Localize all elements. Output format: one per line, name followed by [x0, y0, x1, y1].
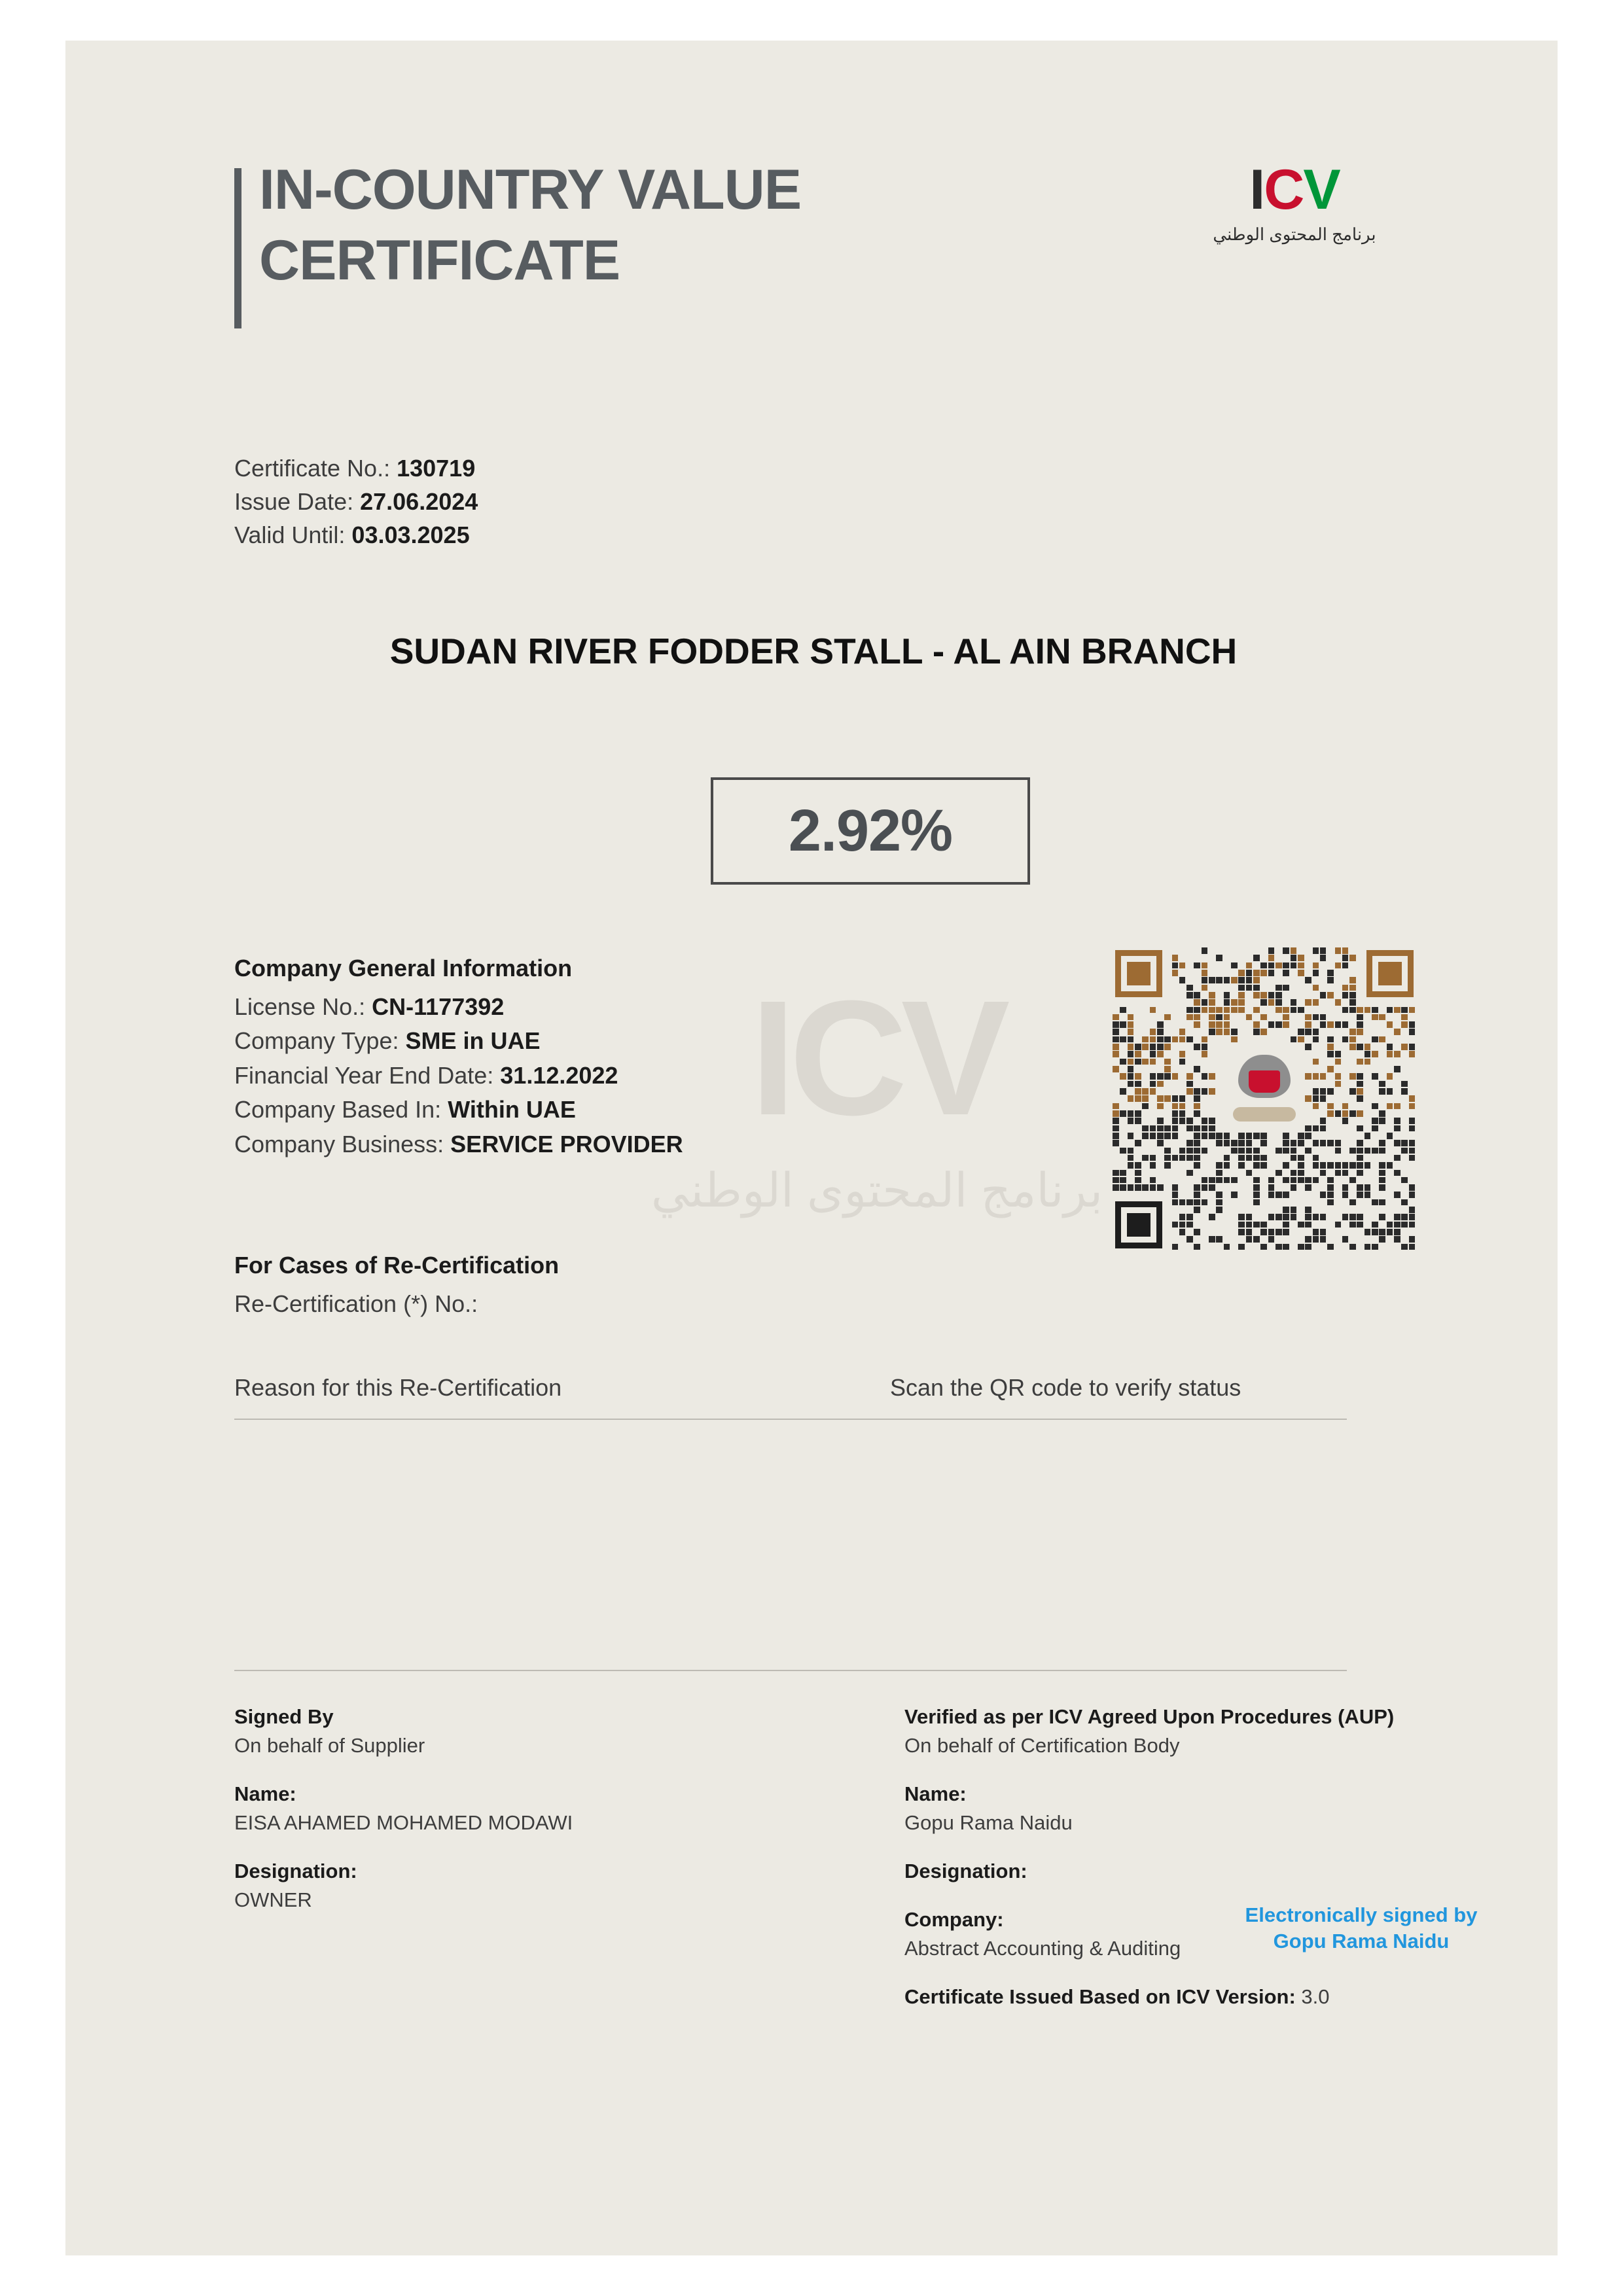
license-no-label: License No.:	[234, 993, 366, 1020]
issue-date-value: 27.06.2024	[360, 488, 478, 516]
recertification-reason-label: Reason for this Re-Certification	[234, 1374, 1347, 1420]
license-no-value: CN-1177392	[372, 993, 505, 1020]
esign-line-2: Gopu Rama Naidu	[1273, 1929, 1450, 1952]
certificate-no-label: Certificate No.:	[234, 455, 391, 482]
icv-score-box	[711, 777, 1030, 885]
valid-until-label: Valid Until:	[234, 521, 346, 549]
signed-by-subheading: On behalf of Supplier	[234, 1734, 425, 1757]
issue-date-row	[234, 485, 478, 518]
general-info-heading: Company General Information	[234, 955, 573, 981]
certificate-no-row	[234, 451, 478, 485]
financial-year-end-label: Financial Year End Date:	[234, 1061, 494, 1089]
financial-year-end-value: 31.12.2022	[500, 1061, 618, 1089]
company-type-label: Company Type:	[234, 1027, 399, 1055]
valid-until-row	[234, 518, 478, 552]
company-business-row	[234, 1127, 683, 1162]
verifier-name-value: Gopu Rama Naidu	[904, 1811, 1073, 1835]
qr-hint-text: Scan the QR code to verify status	[890, 1374, 1241, 1401]
signer-designation-value: OWNER	[234, 1888, 312, 1912]
financial-year-end-row	[234, 1059, 683, 1093]
logo-letter-c: C	[1264, 158, 1304, 221]
company-based-in-label: Company Based In:	[234, 1096, 442, 1123]
signer-name-value: EISA AHAMED MOHAMED MODAWI	[234, 1811, 573, 1835]
company-based-in-row	[234, 1093, 683, 1127]
icv-score-value: 2.92%	[788, 798, 953, 864]
certificate-meta	[234, 451, 478, 552]
verified-by-column	[904, 1703, 1507, 2011]
qr-code-modules	[1113, 947, 1416, 1251]
signed-by-heading: Signed By	[234, 1705, 334, 1728]
verified-by-block	[904, 1703, 1507, 1760]
electronic-signature	[1204, 1902, 1518, 1954]
watermark-arabic: برنامج المحتوى الوطني	[651, 1165, 1103, 1217]
esign-line-1: Electronically signed by	[1245, 1903, 1478, 1926]
verifier-name-label: Name:	[904, 1782, 967, 1806]
verifier-designation-block	[904, 1857, 1507, 1886]
company-type-value: SME in UAE	[405, 1027, 541, 1055]
signer-name-label: Name:	[234, 1782, 296, 1806]
certificate-page	[65, 41, 1558, 2255]
company-type-row	[234, 1024, 683, 1059]
verifier-company-label: Company:	[904, 1908, 1004, 1932]
recertification-heading: For Cases of Re-Certification	[234, 1252, 560, 1279]
issue-date-label: Issue Date:	[234, 488, 354, 516]
watermark-text: ICV	[750, 966, 1004, 1149]
icv-version-label: Certificate Issued Based on ICV Version:	[904, 1985, 1296, 2009]
verifier-name-block	[904, 1780, 1507, 1837]
verified-by-subheading: On behalf of Certification Body	[904, 1734, 1180, 1757]
logo-letter-v: V	[1303, 158, 1340, 221]
company-business-value: SERVICE PROVIDER	[450, 1130, 683, 1157]
verified-by-heading: Verified as per ICV Agreed Upon Procedures (AUP)	[904, 1705, 1395, 1728]
title-line-2: CERTIFICATE	[259, 229, 620, 292]
certificate-header	[234, 158, 1412, 292]
signer-designation-label: Designation:	[234, 1860, 357, 1883]
signed-by-column	[234, 1703, 771, 1915]
signed-by-block	[234, 1703, 771, 1760]
qr-finder-bottom-left	[1115, 1201, 1162, 1248]
qr-finder-top-right	[1366, 950, 1414, 997]
license-no-row	[234, 990, 683, 1025]
uae-emblem-icon	[1229, 1052, 1300, 1123]
recertification-no-label: Re-Certification (*) No.:	[234, 1290, 478, 1317]
recertification-section	[234, 1248, 559, 1321]
title-accent-bar	[234, 168, 241, 328]
company-name: SUDAN RIVER FODDER STALL - AL AIN BRANCH	[389, 631, 1238, 671]
footer-divider	[234, 1670, 1347, 1671]
qr-finder-top-left	[1115, 950, 1162, 997]
signer-name-block	[234, 1780, 771, 1837]
certificate-no-value: 130719	[397, 455, 476, 482]
title-line-1: IN-COUNTRY VALUE	[259, 158, 802, 221]
qr-center-emblem	[1222, 1046, 1306, 1129]
company-general-information	[234, 951, 683, 1161]
icv-version-block	[904, 1983, 1507, 2011]
qr-code[interactable]	[1113, 947, 1416, 1251]
recertification-no-row	[234, 1287, 559, 1322]
logo-letter-i: I	[1249, 158, 1264, 221]
valid-until-value: 03.03.2025	[351, 521, 470, 549]
company-business-label: Company Business:	[234, 1130, 444, 1157]
company-based-in-value: Within UAE	[448, 1096, 576, 1123]
icv-logo	[1177, 158, 1412, 245]
icv-version-value: 3.0	[1301, 1985, 1330, 2009]
verifier-designation-label: Designation:	[904, 1860, 1027, 1883]
verifier-company-value: Abstract Accounting & Auditing	[904, 1937, 1181, 1960]
signer-designation-block	[234, 1857, 771, 1915]
logo-arabic-subtitle: برنامج المحتوى الوطني	[1213, 224, 1376, 244]
